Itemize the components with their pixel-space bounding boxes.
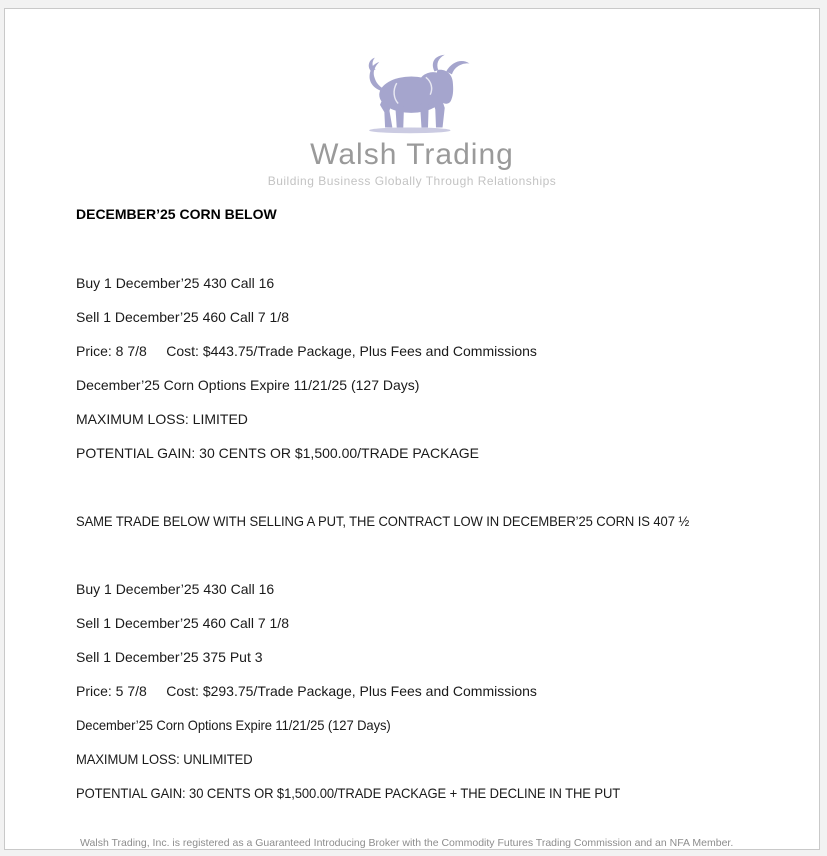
page-title: DECEMBER’25 CORN BELOW bbox=[76, 206, 277, 222]
trade1-max-loss-line: MAXIMUM LOSS: LIMITED bbox=[76, 411, 248, 427]
trade1-buy-line: Buy 1 December’25 430 Call 16 bbox=[76, 275, 275, 291]
trade1-expiry-line: December’25 Corn Options Expire 11/21/25 (127 Days) bbox=[76, 377, 420, 393]
company-logo bbox=[5, 9, 819, 188]
brand-name: Walsh Trading bbox=[310, 138, 514, 171]
trade1-price-line: Price: 8 7/8 Cost: $443.75/Trade Package, Plus Fees and Commissions bbox=[76, 343, 537, 359]
trade2-potential-gain-line: POTENTIAL GAIN: 30 CENTS OR $1,500.00/TRADE PACKAGE + THE DECLINE IN THE PUT bbox=[76, 785, 621, 801]
trade2-price-line: Price: 5 7/8 Cost: $293.75/Trade Package, Plus Fees and Commissions bbox=[76, 683, 537, 699]
document-body bbox=[5, 205, 819, 850]
bull-shadow bbox=[369, 127, 450, 133]
document-page bbox=[4, 8, 820, 850]
brand-tagline: Building Business Globally Through Relationships bbox=[267, 174, 557, 188]
trade2-max-loss-line: MAXIMUM LOSS: UNLIMITED bbox=[76, 751, 253, 767]
trade2-buy-line: Buy 1 December’25 430 Call 16 bbox=[76, 581, 275, 597]
trade2-sell-call-line: Sell 1 December’25 460 Call 7 1/8 bbox=[76, 615, 289, 631]
trade1-sell-line: Sell 1 December’25 460 Call 7 1/8 bbox=[76, 309, 289, 325]
same-trade-note: SAME TRADE BELOW WITH SELLING A PUT, THE CONTRACT LOW IN DECEMBER’25 CORN IS 407 ½ bbox=[76, 513, 690, 529]
trade2-sell-put-line: Sell 1 December’25 375 Put 3 bbox=[76, 649, 263, 665]
bull-icon bbox=[350, 54, 474, 134]
trade2-expiry-line: December’25 Corn Options Expire 11/21/25 (127 Days) bbox=[76, 717, 391, 733]
trade1-potential-gain-line: POTENTIAL GAIN: 30 CENTS OR $1,500.00/TRADE PACKAGE bbox=[76, 445, 480, 461]
legal-disclaimer: Walsh Trading, Inc. is registered as a Guaranteed Introducing Broker with the Commodity Futures Trading Commission and an NFA Member. bbox=[80, 837, 734, 849]
